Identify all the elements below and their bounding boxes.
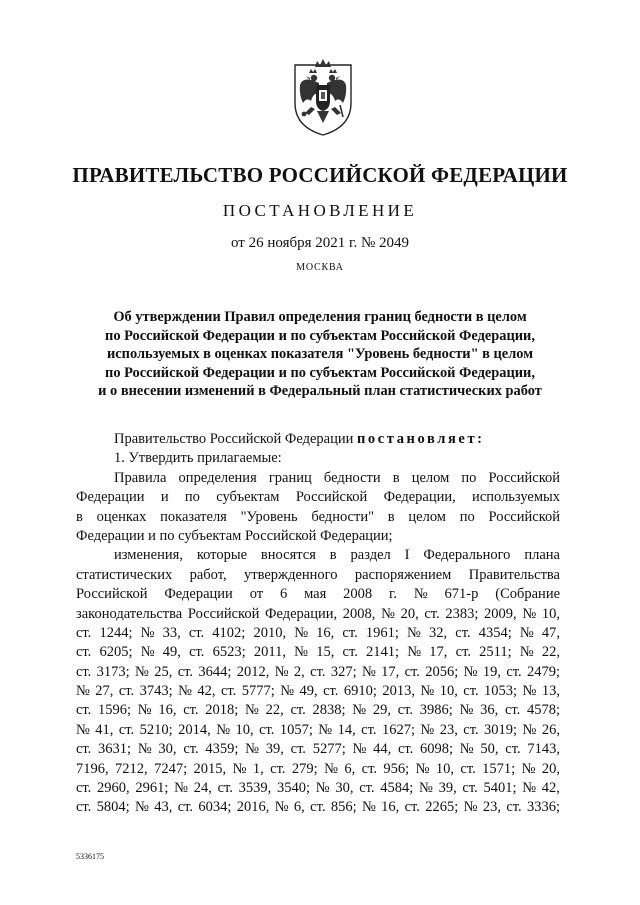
subject-line: используемых в оценках показателя "Уровень бедности" в целом (107, 346, 533, 363)
rules-line-last: Федерации и по субъектам Российской Федерации; (76, 527, 393, 544)
changes-line: статистических работ, утвержденного распоряжением Правительства (76, 566, 560, 583)
coat-of-arms-icon (291, 57, 355, 137)
changes-line: № 27, ст. 3743; № 42, ст. 5777; № 49, ст. 6910; 2013, № 10, ст. 1053; № 13, (76, 683, 560, 700)
changes-line: Российской Федерации от 6 мая 2008 г. № 671-р (Собрание (76, 586, 561, 603)
preamble (76, 430, 560, 449)
changes-line: ст. 1596; № 16, ст. 2018; № 22, ст. 2838; № 29, ст. 3986; № 36, ст. 4578; (76, 702, 561, 719)
preamble-resolves: постановляет: (356, 431, 485, 447)
changes-line: ст. 3631; № 30, ст. 4359; № 39, ст. 5277; № 44, ст. 6098; № 50, ст. 7143, (76, 741, 560, 758)
preamble-text: Правительство Российской Федерации (114, 431, 357, 447)
rules-line: Федерации и по субъектам Российской Федерации, используемых (76, 489, 561, 506)
decree-body (76, 430, 560, 818)
changes-line: изменения, которые вносятся в раздел I Федерального плана (114, 547, 560, 564)
issue-city: МОСКВА (296, 262, 344, 273)
changes-line: № 41, ст. 5210; 2014, № 10, ст. 1057; № 14, ст. 1627; № 23, ст. 3019; № 26, (76, 721, 560, 738)
document-type: ПОСТАНОВЛЕНИЕ (222, 201, 418, 220)
item-1: 1. Утвердить прилагаемые: (114, 450, 282, 467)
rules-line: Правила определения границ бедности в целом по Российской (114, 469, 561, 486)
changes-line: ст. 2960, 2961; № 24, ст. 3539, 3540; № 30, ст. 4584; № 39, ст. 5401; № 42, (76, 780, 560, 797)
changes-line: ст. 3173; № 25, ст. 3644; 2012, № 2, ст. 327; № 17, ст. 2056; № 19, ст. 2479; (76, 663, 561, 680)
subject-line: по Российской Федерации и по субъектам Российской Федерации, (105, 327, 535, 344)
document-code: 5336175 (76, 852, 104, 861)
decree-date-number: от 26 ноября 2021 г. № 2049 (230, 235, 410, 251)
changes-line: законодательства Российской Федерации, 2008, № 20, ст. 2383; 2009, № 10, (76, 605, 560, 622)
subject-line: и о внесении изменений в Федеральный план статистических работ (98, 383, 542, 400)
changes-line: ст. 5804; № 43, ст. 6034; 2016, № 6, ст. 856; № 16, ст. 2265; № 23, ст. 3336; (76, 799, 561, 816)
decree-subject (60, 308, 580, 401)
subject-line: Об утверждении Правил определения границ бедности в целом (113, 309, 527, 325)
changes-line: 7196, 7212, 7247; 2015, № 1, ст. 279; № 6, ст. 956; № 10, ст. 1571; № 20, (76, 760, 560, 777)
government-title: ПРАВИТЕЛЬСТВО РОССИЙСКОЙ ФЕДЕРАЦИИ (72, 163, 568, 187)
changes-line: ст. 1244; № 33, ст. 4102; 2010, № 16, ст. 1961; № 32, ст. 4354; № 47, (76, 624, 560, 641)
rules-line: в оценках показателя "Уровень бедности" в целом по Российской (76, 508, 561, 525)
changes-line: ст. 6205; № 49, ст. 6523; 2011, № 15, ст. 2141; № 17, ст. 2511; № 22, (76, 644, 561, 661)
subject-line: по Российской Федерации и по субъектам Российской Федерации, (105, 364, 535, 381)
